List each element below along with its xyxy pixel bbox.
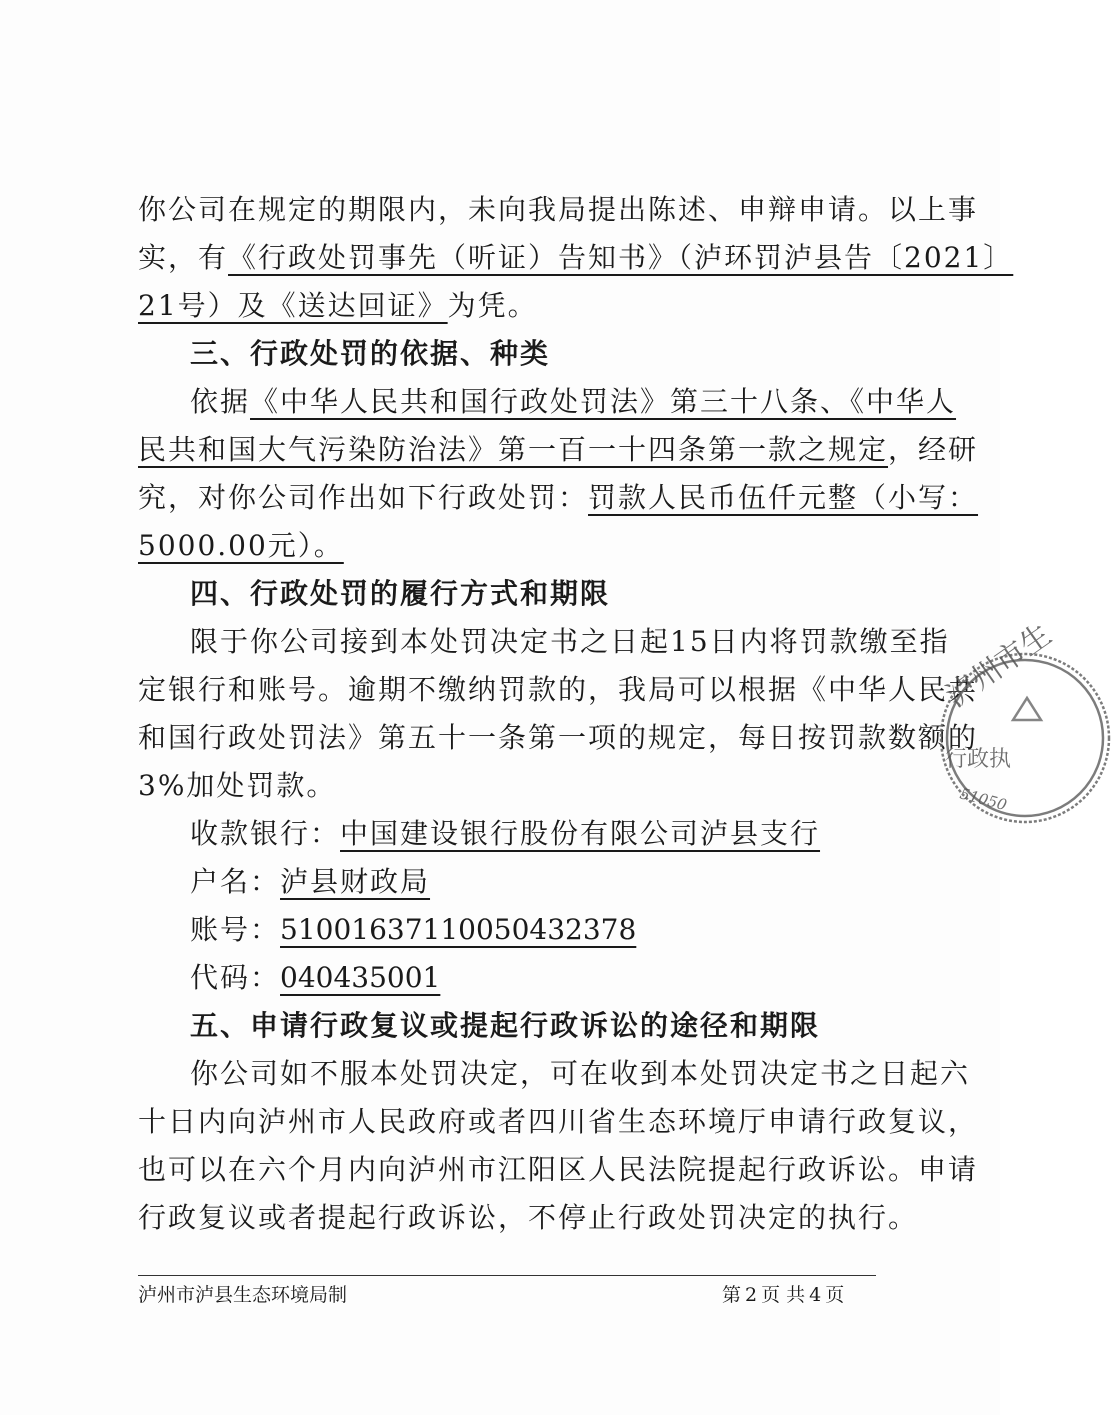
paragraph-line: 民共和国大气污染防治法》第一百一十四条第一款之规定，经研 xyxy=(138,433,979,466)
seal-text-code: 51050 xyxy=(957,784,1009,815)
current-page: 2 xyxy=(745,1284,758,1306)
paragraph-line: 21号）及《送达回证》为凭。 xyxy=(138,289,538,322)
paragraph-line: 你公司在规定的期限内，未向我局提出陈述、申辩申请。以上事 xyxy=(138,193,979,226)
footer-issuer: 泸州市泸县生态环境局制 xyxy=(138,1284,348,1306)
section-heading-4: 四、行政处罚的履行方式和期限 xyxy=(190,577,611,610)
seal-text-mid: 行政执 xyxy=(945,747,1012,772)
bank-label: 收款银行： xyxy=(190,817,341,850)
account-number-row xyxy=(190,910,636,950)
bank-value: 中国建设银行股份有限公司泸县支行 xyxy=(340,817,821,850)
code-value: 040435001 xyxy=(280,961,441,994)
underlined-penalty: 5000.00元）。 xyxy=(138,529,344,562)
section-heading-3: 三、行政处罚的依据、种类 xyxy=(190,337,551,370)
account-number-label: 账号： xyxy=(190,913,281,946)
account-name-label: 户名： xyxy=(190,865,281,898)
official-seal xyxy=(935,617,1115,828)
underlined-legal-basis: 《中华人民共和国行政处罚法》第三十八条、《中华人 xyxy=(250,385,957,418)
underlined-reference: 《行政处罚事先（听证）告知书》（泸环罚泸县告〔2021〕 xyxy=(228,241,1014,274)
paragraph-line xyxy=(138,526,344,566)
account-name-row xyxy=(190,862,430,902)
code-row xyxy=(190,958,440,998)
underlined-reference: 21号）及《送达回证》 xyxy=(138,289,448,322)
bank-row xyxy=(190,814,820,854)
paragraph-line: 十日内向泸州市人民政府或者四川省生态环境厅申请行政复议， xyxy=(138,1105,979,1138)
underlined-legal-basis: 民共和国大气污染防治法》第一百一十四条第一款之规定 xyxy=(138,433,889,466)
paragraph-line: 依据《中华人民共和国行政处罚法》第三十八条、《中华人 xyxy=(190,385,957,418)
total-pages: 4 xyxy=(809,1284,822,1306)
paragraph-line: 和国行政处罚法》第五十一条第一项的规定，每日按罚款数额的 xyxy=(138,721,979,754)
underlined-penalty: 罚款人民币伍仟元整（小写： xyxy=(588,481,979,514)
paragraph-line: 也可以在六个月内向泸州市江阳区人民法院提起行政诉讼。申请 xyxy=(138,1153,979,1186)
footer-divider xyxy=(138,1275,876,1276)
section-heading-5: 五、申请行政复议或提起行政诉讼的途径和期限 xyxy=(190,1009,821,1042)
paragraph-line: 究，对你公司作出如下行政处罚：罚款人民币伍仟元整（小写： xyxy=(138,481,979,514)
account-name-value: 泸县财政局 xyxy=(280,865,431,898)
paragraph-line: 3%加处罚款。 xyxy=(138,769,337,802)
seal-star-icon xyxy=(1013,698,1041,720)
paragraph-line: 限于你公司接到本处罚决定书之日起15日内将罚款缴至指 xyxy=(190,625,950,658)
seal-text-top: 泸州市生 xyxy=(939,617,1058,715)
paragraph-line: 定银行和账号。逾期不缴纳罚款的，我局可以根据《中华人民共 xyxy=(138,673,979,706)
code-label: 代码： xyxy=(190,961,281,994)
paragraph-line: 你公司如不服本处罚决定，可在收到本处罚决定书之日起六 xyxy=(190,1057,971,1090)
paragraph-line: 实，有《行政处罚事先（听证）告知书》（泸环罚泸县告〔2021〕 xyxy=(138,241,1014,274)
page-number: 第 2 页 共 4 页 xyxy=(722,1284,845,1306)
paragraph-line: 行政复议或者提起行政诉讼，不停止行政处罚决定的执行。 xyxy=(138,1201,919,1234)
account-number-value: 51001637110050432378 xyxy=(280,913,637,946)
